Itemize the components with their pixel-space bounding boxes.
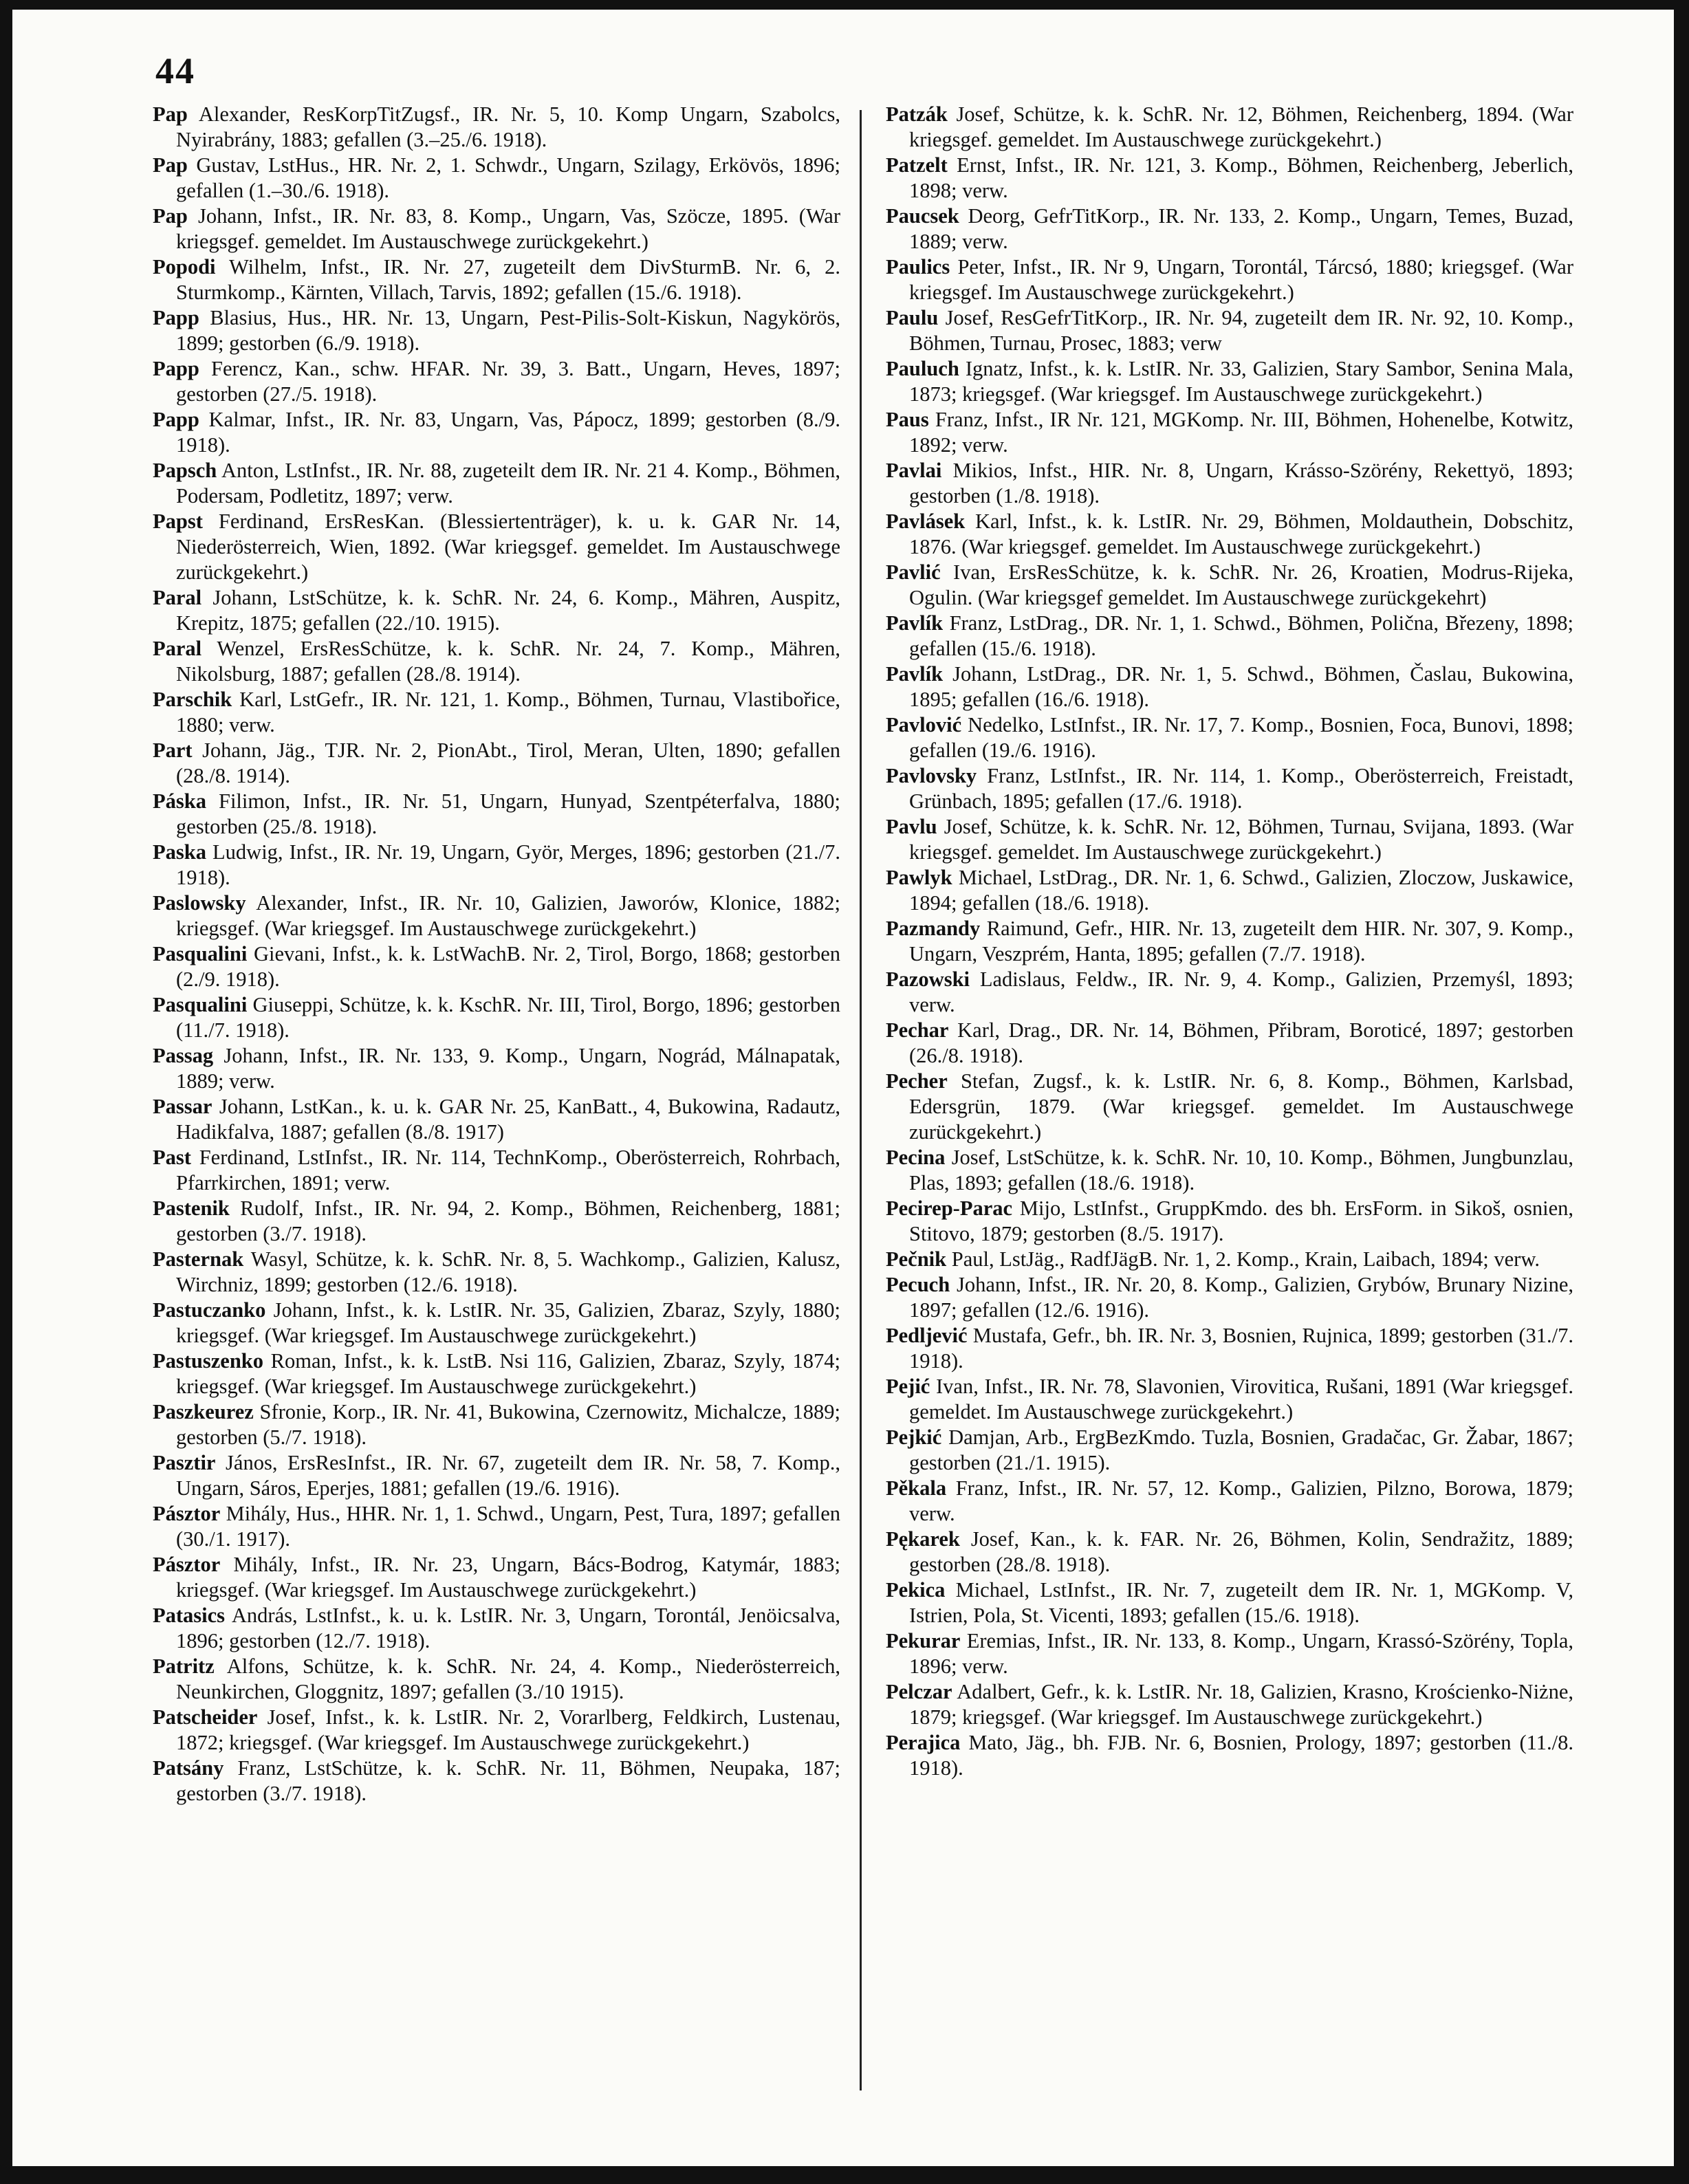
entry-details: Josef, LstSchütze, k. k. SchR. Nr. 10, 10. Komp., Böhmen, Jungbunzlau, Plas, 1893; gefallen (18./6. 1918). bbox=[909, 1146, 1573, 1194]
casualty-entry bbox=[886, 1069, 1573, 1145]
surname: Pecina bbox=[886, 1146, 946, 1169]
casualty-entry bbox=[886, 1425, 1573, 1476]
entry-details: Raimund, Gefr., HIR. Nr. 13, zugeteilt dem HIR. Nr. 307, 9. Komp., Ungarn, Veszprém, Hanta, 1895; gefallen (7./7. 1918). bbox=[909, 917, 1574, 965]
entry-details: Josef, Schütze, k. k. SchR. Nr. 12, Böhmen, Turnau, Svijana, 1893. (War kriegsgef. gemeldet. Im Austauschwege zurückgekehrt.) bbox=[909, 815, 1574, 864]
casualty-entry bbox=[886, 1577, 1573, 1628]
entry-details: Franz, Infst., IR Nr. 121, MGKomp. Nr. III, Böhmen, Hohenelbe, Kotwitz, 1892; verw. bbox=[909, 408, 1573, 457]
surname: Paulics bbox=[886, 255, 950, 279]
entry-details: Josef, ResGefrTitKorp., IR. Nr. 94, zugeteilt dem IR. Nr. 92, 10. Komp., Böhmen, Turnau, Prosec, 1883; verw bbox=[909, 306, 1573, 355]
entry-details: Mihály, Hus., HHR. Nr. 1, 1. Schwd., Ungarn, Pest, Tura, 1897; gefallen (30./1. 1917). bbox=[176, 1502, 840, 1551]
surname: Patritz bbox=[153, 1655, 215, 1678]
casualty-entry bbox=[153, 509, 840, 585]
surname: Patscheider bbox=[153, 1705, 258, 1729]
casualty-entry bbox=[886, 153, 1573, 204]
casualty-entry bbox=[886, 611, 1573, 662]
entry-details: Alfons, Schütze, k. k. SchR. Nr. 24, 4. Komp., Niederösterreich, Neunkirchen, Gloggnitz, 1897; gefallen (3./10 1915). bbox=[176, 1655, 840, 1703]
entry-details: Johann, Infst., IR. Nr. 83, 8. Komp., Ungarn, Vas, Szöcze, 1895. (War kriegsgef. gemeldet. Im Austauschwege zurückgekehrt.) bbox=[176, 204, 841, 253]
surname: Paulu bbox=[886, 306, 939, 329]
entry-details: Josef, Schütze, k. k. SchR. Nr. 12, Böhmen, Reichenberg, 1894. (War kriegsgef. gemeldet. Im Austauschwege zurückgekehrt.) bbox=[909, 102, 1573, 151]
surname: Pavlu bbox=[886, 815, 937, 838]
casualty-entry bbox=[886, 305, 1573, 356]
casualty-entry bbox=[886, 1272, 1573, 1323]
casualty-entry bbox=[886, 1374, 1573, 1425]
entry-details: Karl, LstGefr., IR. Nr. 121, 1. Komp., Böhmen, Turnau, Vlastibořice, 1880; verw. bbox=[176, 688, 840, 736]
surname: Past bbox=[153, 1146, 191, 1169]
casualty-entry bbox=[886, 560, 1573, 611]
surname: Pavlić bbox=[886, 560, 941, 584]
entry-details: Ivan, Infst., IR. Nr. 78, Slavonien, Virovitica, Rušani, 1891 (War kriegsgef. gemeldet. Im Austauschwege zurückgekehrt.) bbox=[909, 1375, 1573, 1423]
surname: Paral bbox=[153, 586, 202, 609]
entry-details: Gustav, LstHus., HR. Nr. 2, 1. Schwdr., Ungarn, Szilagy, Erkövös, 1896; gefallen (1.–30./6. 1918). bbox=[176, 153, 840, 202]
casualty-entry bbox=[153, 738, 840, 789]
entry-details: Adalbert, Gefr., k. k. LstIR. Nr. 18, Galizien, Krasno, Krościenko-Niżne, 1879; kriegsgef. (War kriegsgef. Im Austauschwege zurückgekehrt.) bbox=[909, 1680, 1573, 1729]
surname: Pastuszenko bbox=[153, 1349, 263, 1373]
entry-details: Sfronie, Korp., IR. Nr. 41, Bukowina, Czernowitz, Michalcze, 1889; gestorben (5./7. 1918). bbox=[176, 1400, 840, 1449]
casualty-entry bbox=[153, 1450, 840, 1501]
entry-details: Blasius, Hus., HR. Nr. 13, Ungarn, Pest-Pilis-Solt-Kiskun, Nagykörös, 1899; gestorben (6./9. 1918). bbox=[176, 306, 840, 355]
entry-details: Johann, Jäg., TJR. Nr. 2, PionAbt., Tirol, Meran, Ulten, 1890; gefallen (28./8. 1914). bbox=[176, 739, 840, 787]
surname: Patzelt bbox=[886, 153, 948, 177]
casualty-entry bbox=[886, 204, 1573, 254]
surname: Pecuch bbox=[886, 1273, 950, 1296]
surname: Popodi bbox=[153, 255, 216, 279]
casualty-entry bbox=[886, 102, 1573, 153]
entry-details: Eremias, Infst., IR. Nr. 133, 8. Komp., Ungarn, Krassó-Szörény, Topla, 1896; verw. bbox=[909, 1629, 1573, 1678]
casualty-entry bbox=[886, 916, 1573, 967]
surname: Pauluch bbox=[886, 357, 959, 380]
surname: Pawlyk bbox=[886, 866, 952, 889]
surname: Páska bbox=[153, 789, 206, 813]
casualty-entry bbox=[886, 1527, 1573, 1577]
casualty-entry bbox=[886, 1145, 1573, 1196]
entry-details: Josef, Infst., k. k. LstIR. Nr. 2, Vorarlberg, Feldkirch, Lustenau, 1872; kriegsgef. (War kriegsgef. Im Austauschwege zurückgekehrt.) bbox=[176, 1705, 841, 1754]
surname: Paska bbox=[153, 840, 206, 864]
casualty-entry bbox=[153, 1043, 840, 1094]
entry-details: Gievani, Infst., k. k. LstWachB. Nr. 2, Tirol, Borgo, 1868; gestorben (2./9. 1918). bbox=[176, 942, 840, 991]
entry-details: Wilhelm, Infst., IR. Nr. 27, zugeteilt dem DivSturmB. Nr. 6, 2. Sturmkomp., Kärnten, Villach, Tarvis, 1892; gefallen (15./6. 1918). bbox=[176, 255, 840, 304]
entry-details: Mikios, Infst., HIR. Nr. 8, Ungarn, Krásso-Szörény, Rekettyö, 1893; gestorben (1./8. 1918). bbox=[909, 459, 1573, 507]
casualty-entry bbox=[153, 407, 840, 458]
casualty-entry bbox=[886, 712, 1573, 763]
casualty-entry bbox=[886, 1476, 1573, 1527]
entry-details: András, LstInfst., k. u. k. LstIR. Nr. 3, Ungarn, Torontál, Jenöicsalva, 1896; gestorben (12./7. 1918). bbox=[176, 1604, 840, 1652]
entry-details: Ludwig, Infst., IR. Nr. 19, Ungarn, Györ, Merges, 1896; gestorben (21./7. 1918). bbox=[176, 840, 840, 889]
surname: Pasqualini bbox=[153, 942, 248, 965]
casualty-entry bbox=[886, 1196, 1573, 1247]
surname: Perajica bbox=[886, 1731, 961, 1754]
surname: Pavlović bbox=[886, 713, 962, 736]
surname: Pelczar bbox=[886, 1680, 952, 1703]
surname: Passag bbox=[153, 1044, 214, 1067]
entry-details: Franz, LstDrag., DR. Nr. 1, 1. Schwd., Böhmen, Polična, Březeny, 1898; gefallen (15./6. 1918). bbox=[909, 611, 1574, 660]
entry-details: Mustafa, Gefr., bh. IR. Nr. 3, Bosnien, Rujnica, 1899; gestorben (31./7. 1918). bbox=[909, 1324, 1573, 1373]
surname: Pechar bbox=[886, 1018, 949, 1042]
entry-details: Ignatz, Infst., k. k. LstIR. Nr. 33, Galizien, Stary Sambor, Senina Mala, 1873; kriegsgef. (War kriegsgef. Im Austauschwege zurückgekehrt.) bbox=[909, 357, 1573, 406]
casualty-entry bbox=[886, 254, 1573, 305]
casualty-entry bbox=[153, 1654, 840, 1705]
casualty-entry bbox=[153, 992, 840, 1043]
surname: Pavlovsky bbox=[886, 764, 977, 787]
entry-details: Johann, LstKan., k. u. k. GAR Nr. 25, KanBatt., 4, Bukowina, Radautz, Hadikfalva, 1887; gefallen (8./8. 1917) bbox=[176, 1095, 841, 1144]
casualty-entry bbox=[153, 1348, 840, 1399]
casualty-entry bbox=[153, 1298, 840, 1348]
surname: Pękarek bbox=[886, 1527, 960, 1551]
casualty-entry bbox=[886, 1247, 1573, 1272]
entry-details: Franz, LstSchütze, k. k. SchR. Nr. 11, Böhmen, Neupaka, 187; gestorben (3./7. 1918). bbox=[176, 1756, 840, 1805]
surname: Pavlík bbox=[886, 662, 944, 686]
right-column bbox=[886, 102, 1573, 1781]
casualty-entry bbox=[886, 1323, 1573, 1374]
entry-details: Karl, Infst., k. k. LstIR. Nr. 29, Böhmen, Moldauthein, Dobschitz, 1876. (War kriegsgef. gemeldet. Im Austauschwege zurückgekehrt.) bbox=[909, 510, 1574, 558]
surname: Papp bbox=[153, 357, 199, 380]
entry-details: Josef, Kan., k. k. FAR. Nr. 26, Böhmen, Kolin, Sendražitz, 1889; gestorben (28./8. 1918). bbox=[909, 1527, 1574, 1576]
casualty-entry bbox=[153, 789, 840, 840]
entry-details: Johann, Infst., IR. Nr. 20, 8. Komp., Galizien, Grybów, Brunary Nizine, 1897; gefallen (12./6. 1916). bbox=[909, 1273, 1573, 1322]
surname: Papp bbox=[153, 306, 199, 329]
surname: Pap bbox=[153, 204, 188, 228]
surname: Papsch bbox=[153, 459, 217, 482]
entry-details: Mato, Jäg., bh. FJB. Nr. 6, Bosnien, Prology, 1897; gestorben (11./8. 1918). bbox=[909, 1731, 1573, 1780]
entry-details: Ladislaus, Feldw., IR. Nr. 9, 4. Komp., Galizien, Przemyśl, 1893; verw. bbox=[909, 968, 1573, 1016]
entry-details: Karl, Drag., DR. Nr. 14, Böhmen, Přibram, Boroticé, 1897; gestorben (26./8. 1918). bbox=[909, 1018, 1573, 1067]
entry-details: Filimon, Infst., IR. Nr. 51, Ungarn, Hunyad, Szentpéterfalva, 1880; gestorben (25./8. 1918). bbox=[176, 789, 840, 838]
entry-details: Ferencz, Kan., schw. HFAR. Nr. 39, 3. Batt., Ungarn, Heves, 1897; gestorben (27./5. 1918). bbox=[176, 357, 841, 406]
casualty-entry bbox=[886, 1018, 1573, 1069]
entry-details: Ivan, ErsResSchütze, k. k. SchR. Nr. 26, Kroatien, Modrus-Rijeka, Ogulin. (War kriegsgef gemeldet. Im Austauschwege zurückgekehrt) bbox=[909, 560, 1573, 609]
casualty-entry bbox=[153, 891, 840, 941]
casualty-entry bbox=[153, 102, 840, 153]
entry-details: Ferdinand, ErsResKan. (Blessiertenträger), k. u. k. GAR Nr. 14, Niederösterreich, Wien, 1892. (War kriegsgef. gemeldet. Im Austauschwege zurückgekehrt.) bbox=[176, 510, 840, 584]
entry-details: Alexander, ResKorpTitZugsf., IR. Nr. 5, 10. Komp Ungarn, Szabolcs, Nyirabrány, 1883; gefallen (3.–25./6. 1918). bbox=[176, 102, 840, 151]
scan-border-bottom bbox=[0, 2166, 1689, 2184]
casualty-entry bbox=[153, 356, 840, 407]
surname: Paslowsky bbox=[153, 891, 246, 915]
casualty-entry bbox=[153, 1247, 840, 1298]
surname: Pekica bbox=[886, 1578, 946, 1602]
scan-border-right bbox=[1674, 0, 1689, 2184]
casualty-entry bbox=[153, 153, 840, 204]
casualty-entry bbox=[886, 458, 1573, 509]
entry-details: Deorg, GefrTitKorp., IR. Nr. 133, 2. Komp., Ungarn, Temes, Buzad, 1889; verw. bbox=[909, 204, 1574, 253]
surname: Patsány bbox=[153, 1756, 224, 1780]
casualty-entry bbox=[153, 254, 840, 305]
casualty-entry bbox=[153, 1603, 840, 1654]
entry-details: Rudolf, Infst., IR. Nr. 94, 2. Komp., Böhmen, Reichenberg, 1881; gestorben (3./7. 1918). bbox=[176, 1197, 841, 1245]
casualty-entry bbox=[153, 840, 840, 891]
surname: Pekurar bbox=[886, 1629, 961, 1652]
surname: Pásztor bbox=[153, 1502, 221, 1525]
casualty-entry bbox=[153, 687, 840, 738]
entry-details: Alexander, Infst., IR. Nr. 10, Galizien, Jaworów, Klonice, 1882; kriegsgef. (War kriegsgef. Im Austauschwege zurückgekehrt.) bbox=[176, 891, 841, 940]
entry-details: Nedelko, LstInfst., IR. Nr. 17, 7. Komp., Bosnien, Foca, Bunovi, 1898; gefallen (19./6. 1916). bbox=[909, 713, 1573, 762]
casualty-entry bbox=[153, 204, 840, 254]
entry-details: Johann, LstDrag., DR. Nr. 1, 5. Schwd., Böhmen, Časlau, Bukowina, 1895; gefallen (16./6. 1918). bbox=[909, 662, 1574, 711]
surname: Paszkeurez bbox=[153, 1400, 254, 1423]
entry-details: Mijo, LstInfst., GruppKmdo. des bh. ErsForm. in Sikoš, osnien, Stitovo, 1879; gestorben (8./5. 1917). bbox=[909, 1197, 1574, 1245]
casualty-entry bbox=[886, 356, 1573, 407]
entry-details: Giuseppi, Schütze, k. k. KschR. Nr. III, Tirol, Borgo, 1896; gestorben (11./7. 1918). bbox=[176, 993, 840, 1042]
entry-details: Ernst, Infst., IR. Nr. 121, 3. Komp., Böhmen, Reichenberg, Jeberlich, 1898; verw. bbox=[909, 153, 1573, 202]
surname: Pavlík bbox=[886, 611, 944, 635]
casualty-entry bbox=[886, 1730, 1573, 1781]
casualty-entry bbox=[886, 662, 1573, 712]
surname: Pečnik bbox=[886, 1247, 947, 1271]
surname: Paucsek bbox=[886, 204, 959, 228]
scan-border-left bbox=[0, 0, 12, 2184]
entry-details: Anton, LstInfst., IR. Nr. 88, zugeteilt dem IR. Nr. 21 4. Komp., Böhmen, Podersam, Podletitz, 1897; verw. bbox=[176, 459, 840, 507]
casualty-entry bbox=[886, 865, 1573, 916]
casualty-entry bbox=[153, 305, 840, 356]
surname: Pecirep-Parac bbox=[886, 1197, 1013, 1220]
page-number: 44 bbox=[155, 50, 195, 91]
casualty-entry bbox=[886, 967, 1573, 1018]
surname: Pavlai bbox=[886, 459, 942, 482]
surname: Pazowski bbox=[886, 968, 970, 991]
entry-details: Wasyl, Schütze, k. k. SchR. Nr. 8, 5. Wachkomp., Galizien, Kalusz, Wirchniz, 1899; gestorben (12./6. 1918). bbox=[176, 1247, 840, 1296]
entry-details: Franz, Infst., IR. Nr. 57, 12. Komp., Galizien, Pilzno, Borowa, 1879; verw. bbox=[909, 1476, 1573, 1525]
casualty-entry bbox=[886, 763, 1573, 814]
casualty-entry bbox=[153, 585, 840, 636]
casualty-entry bbox=[886, 1628, 1573, 1679]
surname: Papp bbox=[153, 408, 199, 431]
column-divider bbox=[860, 110, 862, 2090]
entry-details: Johann, LstSchütze, k. k. SchR. Nr. 24, 6. Komp., Mähren, Auspitz, Krepitz, 1875; gefallen (22./10. 1915). bbox=[176, 586, 841, 635]
entry-details: Johann, Infst., IR. Nr. 133, 9. Komp., Ungarn, Nográd, Málnapatak, 1889; verw. bbox=[176, 1044, 840, 1093]
surname: Pavlásek bbox=[886, 510, 966, 533]
surname: Pap bbox=[153, 153, 188, 177]
casualty-entry bbox=[153, 1399, 840, 1450]
casualty-entry bbox=[886, 407, 1573, 458]
casualty-entry bbox=[153, 1145, 840, 1196]
surname: Part bbox=[153, 739, 193, 762]
surname: Pecher bbox=[886, 1069, 948, 1093]
surname: Pap bbox=[153, 102, 188, 126]
surname: Pásztor bbox=[153, 1553, 221, 1576]
entry-details: Peter, Infst., IR. Nr 9, Ungarn, Torontál, Tárcsó, 1880; kriegsgef. (War kriegsgef. Im Austauschwege zurückgekehrt.) bbox=[909, 255, 1574, 304]
entry-details: Ferdinand, LstInfst., IR. Nr. 114, TechnKomp., Oberösterreich, Rohrbach, Pfarrkirchen, 1891; verw. bbox=[176, 1146, 840, 1194]
surname: Pastenik bbox=[153, 1197, 230, 1220]
surname: Pastuczanko bbox=[153, 1298, 266, 1322]
casualty-entry bbox=[886, 1679, 1573, 1730]
surname: Paus bbox=[886, 408, 929, 431]
surname: Parschik bbox=[153, 688, 232, 711]
casualty-entry bbox=[886, 509, 1573, 560]
casualty-entry bbox=[153, 1196, 840, 1247]
entry-details: Damjan, Arb., ErgBezKmdo. Tuzla, Bosnien, Gradačac, Gr. Žabar, 1867; gestorben (21./1. 1915). bbox=[909, 1426, 1574, 1474]
surname: Pedljević bbox=[886, 1324, 968, 1347]
casualty-entry bbox=[153, 1094, 840, 1145]
entry-details: Johann, Infst., k. k. LstIR. Nr. 35, Galizien, Zbaraz, Szyly, 1880; kriegsgef. (War kriegsgef. Im Austauschwege zurückgekehrt.) bbox=[176, 1298, 840, 1347]
scan-border-top bbox=[0, 0, 1689, 10]
surname: Patasics bbox=[153, 1604, 226, 1627]
casualty-entry bbox=[153, 1501, 840, 1552]
entry-details: Michael, LstDrag., DR. Nr. 1, 6. Schwd., Galizien, Zloczow, Juskawice, 1894; gefallen (18./6. 1918). bbox=[909, 866, 1574, 915]
surname: Pasqualini bbox=[153, 993, 248, 1016]
entry-details: Paul, LstJäg., RadfJägB. Nr. 1, 2. Komp., Krain, Laibach, 1894; verw. bbox=[951, 1247, 1540, 1271]
casualty-entry bbox=[153, 458, 840, 509]
entry-details: Michael, LstInfst., IR. Nr. 7, zugeteilt dem IR. Nr. 1, MGKomp. V, Istrien, Pola, St. Vicenti, 1893; gefallen (15./6. 1918). bbox=[909, 1578, 1573, 1627]
left-column bbox=[153, 102, 840, 1806]
entry-details: Kalmar, Infst., IR. Nr. 83, Ungarn, Vas, Pápocz, 1899; gestorben (8./9. 1918). bbox=[176, 408, 841, 457]
surname: Pejkić bbox=[886, 1426, 942, 1449]
entry-details: Mihály, Infst., IR. Nr. 23, Ungarn, Bács-Bodrog, Katymár, 1883; kriegsgef. (War kriegsgef. Im Austauschwege zurückgekehrt.) bbox=[176, 1553, 841, 1602]
surname: Passar bbox=[153, 1095, 213, 1118]
casualty-entry bbox=[153, 1756, 840, 1806]
entry-details: Wenzel, ErsResSchütze, k. k. SchR. Nr. 24, 7. Komp., Mähren, Nikolsburg, 1887; gefallen (28./8. 1914). bbox=[176, 637, 840, 686]
casualty-entry bbox=[153, 1552, 840, 1603]
surname: Pasztir bbox=[153, 1451, 216, 1474]
casualty-entry bbox=[153, 1705, 840, 1756]
surname: Pejić bbox=[886, 1375, 930, 1398]
casualty-entry bbox=[153, 636, 840, 687]
surname: Pazmandy bbox=[886, 917, 981, 940]
casualty-entry bbox=[886, 814, 1573, 865]
entry-details: János, ErsResInfst., IR. Nr. 67, zugeteilt dem IR. Nr. 58, 7. Komp., Ungarn, Sáros, Eperjes, 1881; gefallen (19./6. 1916). bbox=[176, 1451, 841, 1500]
entry-details: Stefan, Zugsf., k. k. LstIR. Nr. 6, 8. Komp., Böhmen, Karlsbad, Edersgrün, 1879. (War kriegsgef. gemeldet. Im Austauschwege zurückgekehrt.) bbox=[909, 1069, 1573, 1144]
entry-details: Franz, LstInfst., IR. Nr. 114, 1. Komp., Oberösterreich, Freistadt, Grünbach, 1895; gefallen (17./6. 1918). bbox=[909, 764, 1573, 813]
casualty-entry bbox=[153, 941, 840, 992]
surname: Patzák bbox=[886, 102, 948, 126]
surname: Pěkala bbox=[886, 1476, 947, 1500]
surname: Papst bbox=[153, 510, 203, 533]
surname: Paral bbox=[153, 637, 202, 660]
surname: Pasternak bbox=[153, 1247, 244, 1271]
entry-details: Roman, Infst., k. k. LstB. Nsi 116, Galizien, Zbaraz, Szyly, 1874; kriegsgef. (War kriegsgef. Im Austauschwege zurückgekehrt.) bbox=[176, 1349, 840, 1398]
